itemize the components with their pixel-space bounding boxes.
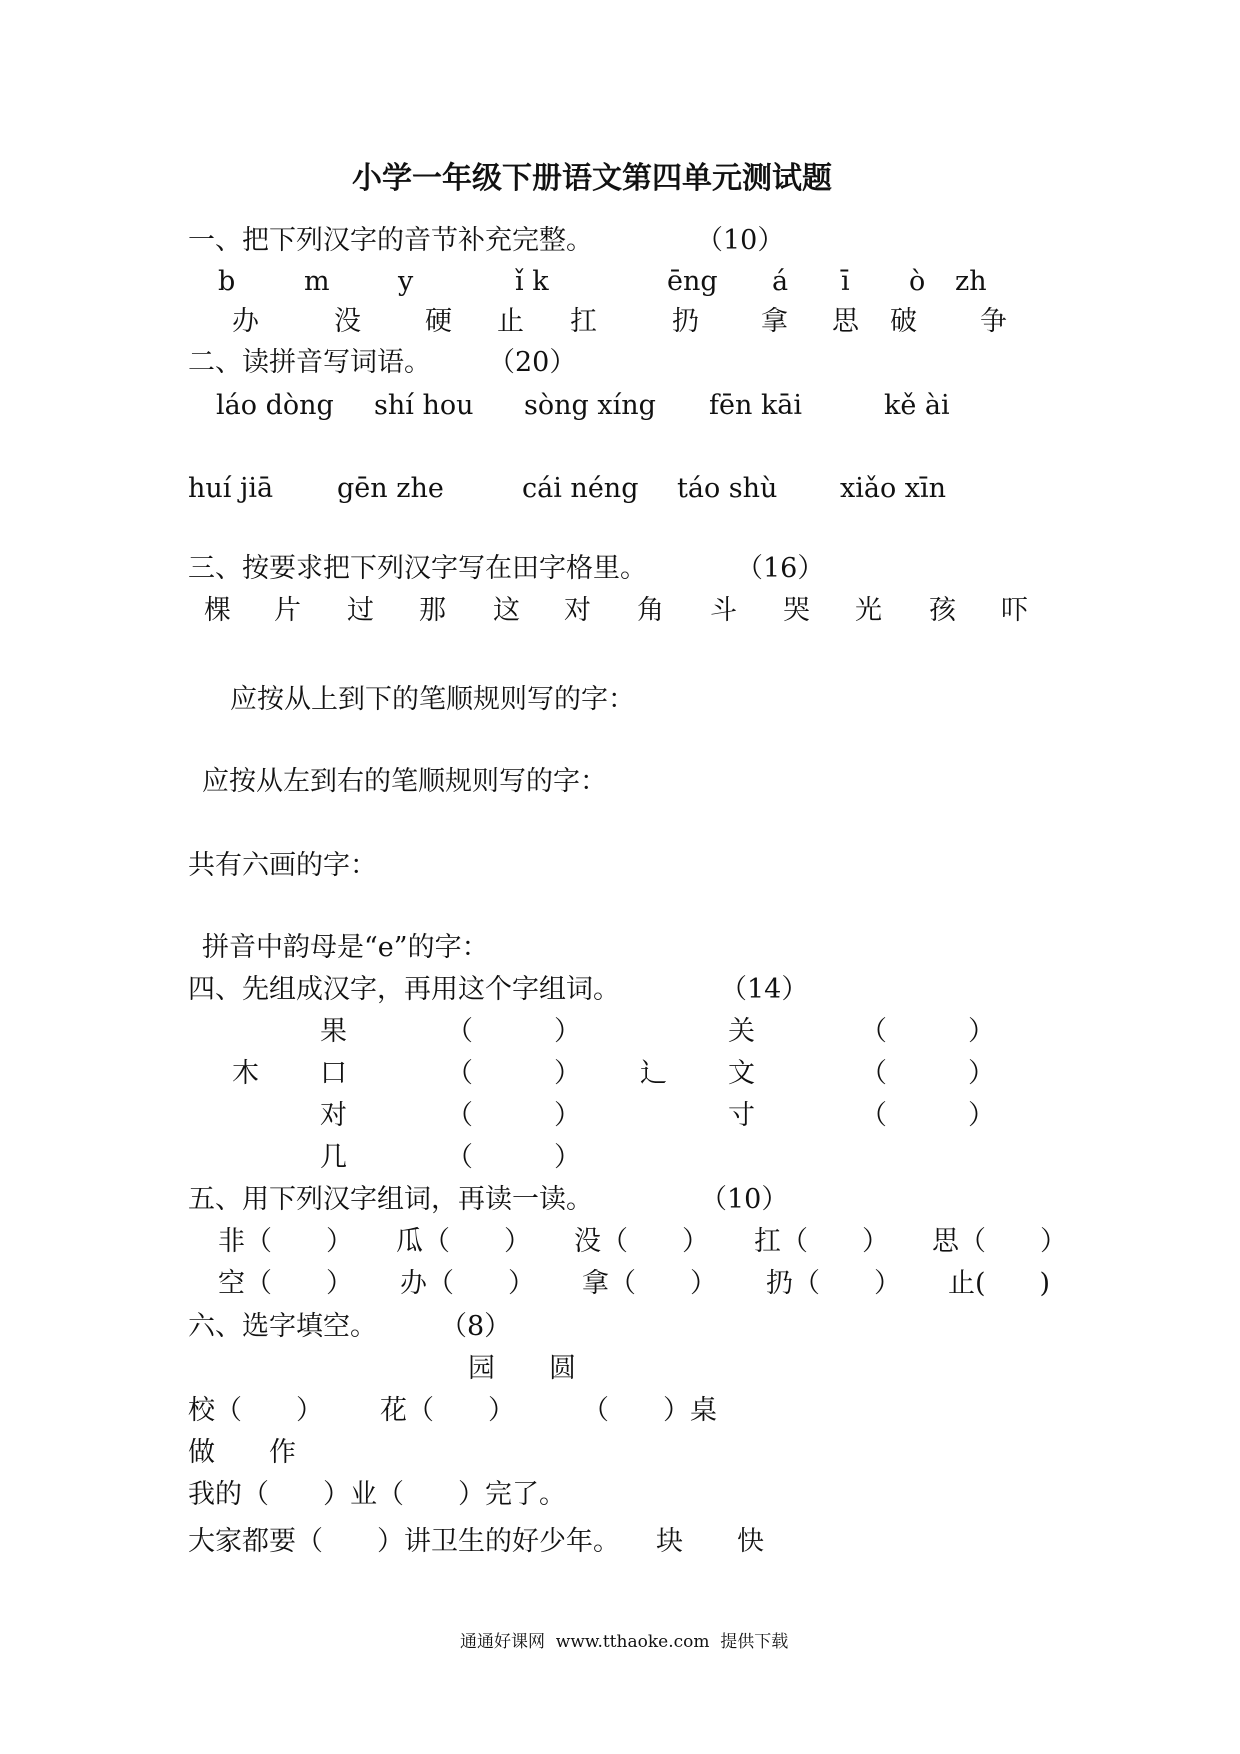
- pinyin-fragment: y: [398, 266, 414, 297]
- answer-blank: （ ）: [860, 1016, 995, 1047]
- hanzi-char: 争: [980, 306, 1007, 337]
- section-3-heading: 三、按要求把下列汉字写在田字格里。: [188, 553, 647, 584]
- hanzi-char: 斗: [710, 595, 737, 626]
- pinyin-fragment: b: [218, 266, 236, 297]
- question-left-to-right: 应按从左到右的笔顺规则写的字：: [202, 766, 607, 797]
- word-blank-item: 非（ ）: [218, 1226, 353, 1257]
- pinyin-fragment: ēng: [667, 266, 718, 297]
- word-blank-item: 没（ ）: [574, 1226, 709, 1257]
- fill-blank-sentence: 我的（ ）业（ ）完了。: [188, 1479, 566, 1510]
- word-blank-item: 扔（ ）: [766, 1268, 901, 1299]
- question-six-strokes: 共有六画的字：: [188, 850, 377, 881]
- fill-blank-item: 花（ ）: [380, 1395, 515, 1426]
- hanzi-char: 止: [497, 306, 524, 337]
- answer-blank: （ ）: [446, 1016, 581, 1047]
- section-5-score: （10）: [700, 1184, 789, 1215]
- fill-blank-item: 校（ ）: [188, 1395, 323, 1426]
- section-2-score: （20）: [488, 347, 577, 378]
- pinyin-word: kě ài: [884, 390, 950, 421]
- pinyin-word: fēn kāi: [709, 390, 803, 421]
- question-top-to-bottom: 应按从上到下的笔顺规则写的字：: [230, 684, 635, 715]
- component-char: 对: [320, 1100, 347, 1131]
- choice-pair: 块 快: [656, 1526, 764, 1557]
- hanzi-char: 扔: [672, 306, 699, 337]
- hanzi-char: 孩: [929, 595, 956, 626]
- hanzi-char: 光: [855, 595, 882, 626]
- pinyin-word: xiǎo xīn: [840, 473, 947, 504]
- footer-credit: 通通好课网 www.tthaoke.com 提供下载: [460, 1632, 789, 1652]
- component-char: 几: [320, 1142, 347, 1173]
- section-1-score: （10）: [696, 225, 785, 256]
- section-6-score: （8）: [440, 1311, 512, 1342]
- section-4-score: （14）: [720, 974, 809, 1005]
- word-blank-item: 止( ): [948, 1268, 1051, 1299]
- section-2-heading: 二、读拼音写词语。: [188, 347, 431, 378]
- component-char: 文: [728, 1058, 755, 1089]
- hanzi-char: 过: [347, 595, 374, 626]
- hanzi-char: 这: [493, 595, 520, 626]
- hanzi-char: 棵: [204, 595, 231, 626]
- word-blank-item: 拿（ ）: [582, 1268, 717, 1299]
- pinyin-word: láo dòng: [216, 390, 334, 421]
- pinyin-fragment: zh: [955, 266, 987, 297]
- answer-blank: （ ）: [446, 1142, 581, 1173]
- hanzi-char: 哭: [783, 595, 810, 626]
- pinyin-word: táo shù: [677, 473, 778, 504]
- component-char: 关: [728, 1016, 755, 1047]
- pinyin-word: huí jiā: [188, 473, 274, 504]
- hanzi-char: 破: [890, 306, 917, 337]
- hanzi-char: 片: [274, 595, 301, 626]
- pinyin-word: gēn zhe: [337, 473, 444, 504]
- hanzi-char: 那: [419, 595, 446, 626]
- hanzi-char: 角: [637, 595, 664, 626]
- pinyin-word: sòng xíng: [524, 390, 656, 421]
- pinyin-fragment: ǐ k: [515, 266, 549, 297]
- fill-blank-sentence: 大家都要（ ）讲卫生的好少年。: [188, 1526, 620, 1557]
- choice-pair: 园 圆: [468, 1353, 576, 1384]
- section-1-heading: 一、把下列汉字的音节补充完整。: [188, 225, 593, 256]
- pinyin-fragment: ò: [909, 266, 926, 297]
- word-blank-item: 空（ ）: [218, 1268, 353, 1299]
- pinyin-fragment: á: [772, 266, 789, 297]
- radical-left: 木: [232, 1058, 259, 1089]
- radical-right: 辶: [640, 1058, 667, 1089]
- word-blank-item: 瓜（ ）: [396, 1226, 531, 1257]
- answer-blank: （ ）: [860, 1058, 995, 1089]
- component-char: 果: [320, 1016, 347, 1047]
- document-title: 小学一年级下册语文第四单元测试题: [352, 161, 832, 196]
- component-char: 口: [320, 1058, 347, 1089]
- hanzi-char: 思: [832, 306, 859, 337]
- pinyin-fragment: m: [304, 266, 330, 297]
- word-blank-item: 办（ ）: [400, 1268, 535, 1299]
- pinyin-word: shí hou: [374, 390, 474, 421]
- word-blank-item: 思（ ）: [932, 1226, 1067, 1257]
- pinyin-word: cái néng: [522, 473, 639, 504]
- pinyin-fragment: ī: [841, 266, 850, 297]
- section-6-heading: 六、选字填空。: [188, 1311, 377, 1342]
- hanzi-char: 扛: [570, 306, 597, 337]
- hanzi-char: 办: [232, 306, 259, 337]
- answer-blank: （ ）: [860, 1100, 995, 1131]
- section-4-heading: 四、先组成汉字，再用这个字组词。: [188, 974, 620, 1005]
- component-char: 寸: [728, 1100, 755, 1131]
- hanzi-char: 硬: [425, 306, 452, 337]
- hanzi-char: 没: [334, 306, 361, 337]
- section-5-heading: 五、用下列汉字组词，再读一读。: [188, 1184, 593, 1215]
- choice-pair: 做 作: [188, 1437, 296, 1468]
- answer-blank: （ ）: [446, 1100, 581, 1131]
- question-final-e: 拼音中韵母是“e”的字：: [202, 932, 489, 963]
- answer-blank: （ ）: [446, 1058, 581, 1089]
- word-blank-item: 扛（ ）: [754, 1226, 889, 1257]
- hanzi-char: 对: [564, 595, 591, 626]
- hanzi-char: 拿: [761, 306, 788, 337]
- hanzi-char: 吓: [1001, 595, 1028, 626]
- fill-blank-item: （ ）桌: [582, 1395, 717, 1426]
- section-3-score: （16）: [736, 553, 825, 584]
